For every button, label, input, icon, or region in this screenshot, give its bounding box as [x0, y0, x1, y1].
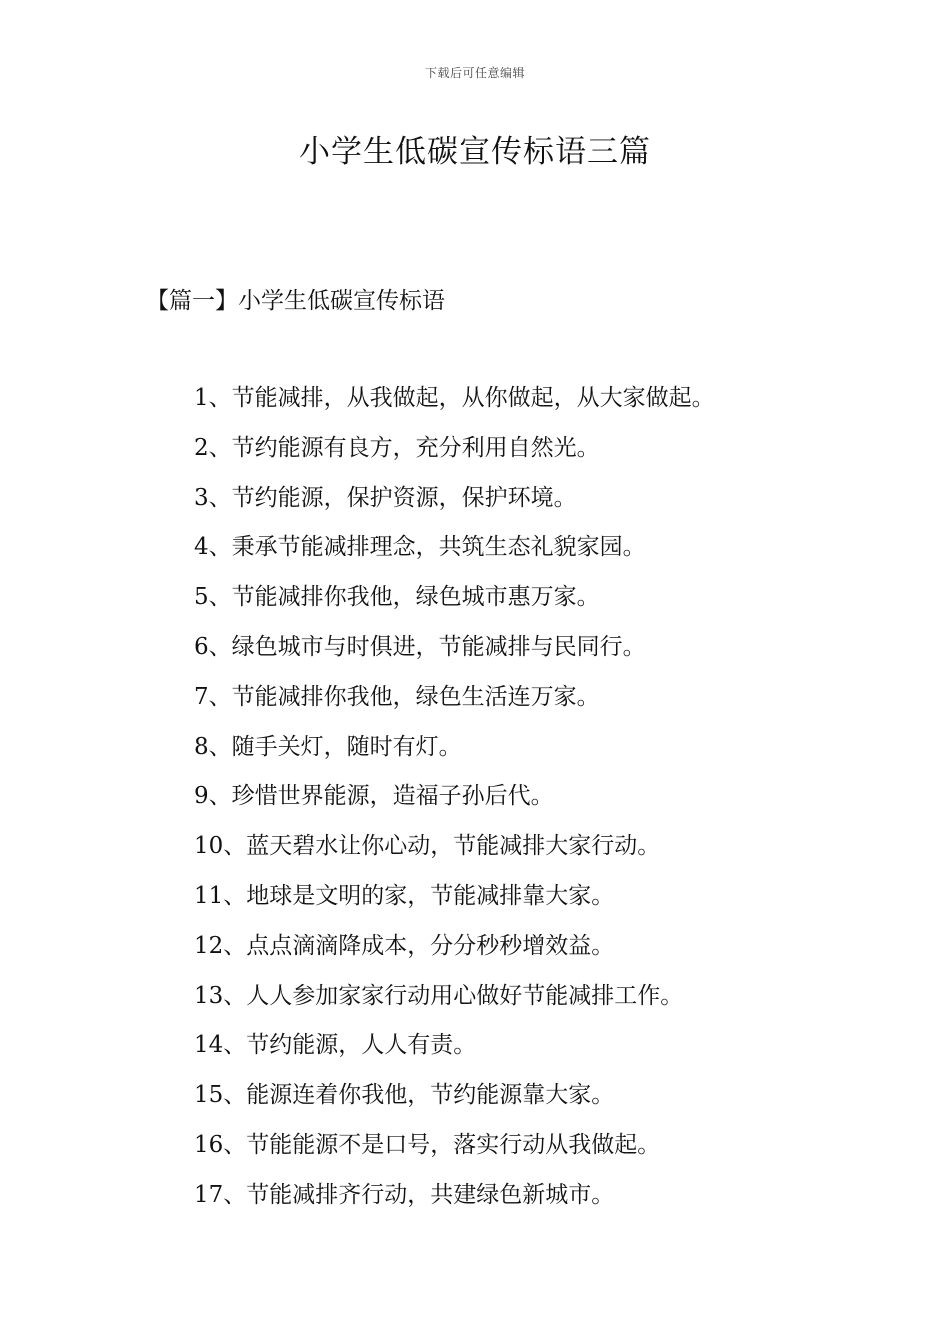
- slogan-item: 11、地球是文明的家，节能减排靠大家。: [194, 882, 615, 909]
- slogan-item: 3、节约能源，保护资源，保护环境。: [194, 484, 577, 511]
- section-heading: 【篇一】小学生低碳宣传标语: [146, 288, 445, 314]
- slogan-item: 7、节能减排你我他，绿色生活连万家。: [194, 683, 600, 710]
- document-title: 小学生低碳宣传标语三篇: [299, 134, 651, 170]
- slogan-list: [194, 378, 715, 1225]
- slogan-item: 1、节能减排，从我做起，从你做起，从大家做起。: [194, 385, 715, 411]
- header-note: 下载后可任意编辑: [424, 66, 525, 80]
- slogan-item: 10、蓝天碧水让你心动，节能减排大家行动。: [194, 833, 661, 860]
- slogan-item: 6、绿色城市与时俱进，节能减排与民同行。: [194, 633, 646, 660]
- slogan-item: 14、节约能源，人人有责。: [194, 1032, 477, 1059]
- slogan-item: 15、能源连着你我他，节约能源靠大家。: [194, 1082, 615, 1109]
- slogan-item: 16、节能能源不是口号，落实行动从我做起。: [194, 1131, 661, 1158]
- slogan-item: 12、点点滴滴降成本，分分秒秒增效益。: [194, 932, 615, 959]
- slogan-item: 2、节约能源有良方，充分利用自然光。: [194, 434, 600, 461]
- slogan-item: 5、节能减排你我他，绿色城市惠万家。: [194, 584, 600, 611]
- slogan-item: 17、节能减排齐行动，共建绿色新城市。: [194, 1181, 615, 1208]
- slogan-item: 9、珍惜世界能源，造福子孙后代。: [194, 783, 554, 810]
- slogan-item: 4、秉承节能减排理念，共筑生态礼貌家园。: [194, 534, 646, 561]
- slogan-item: 8、随手关灯，随时有灯。: [194, 733, 462, 760]
- slogan-item: 13、人人参加家家行动用心做好节能减排工作。: [194, 982, 684, 1009]
